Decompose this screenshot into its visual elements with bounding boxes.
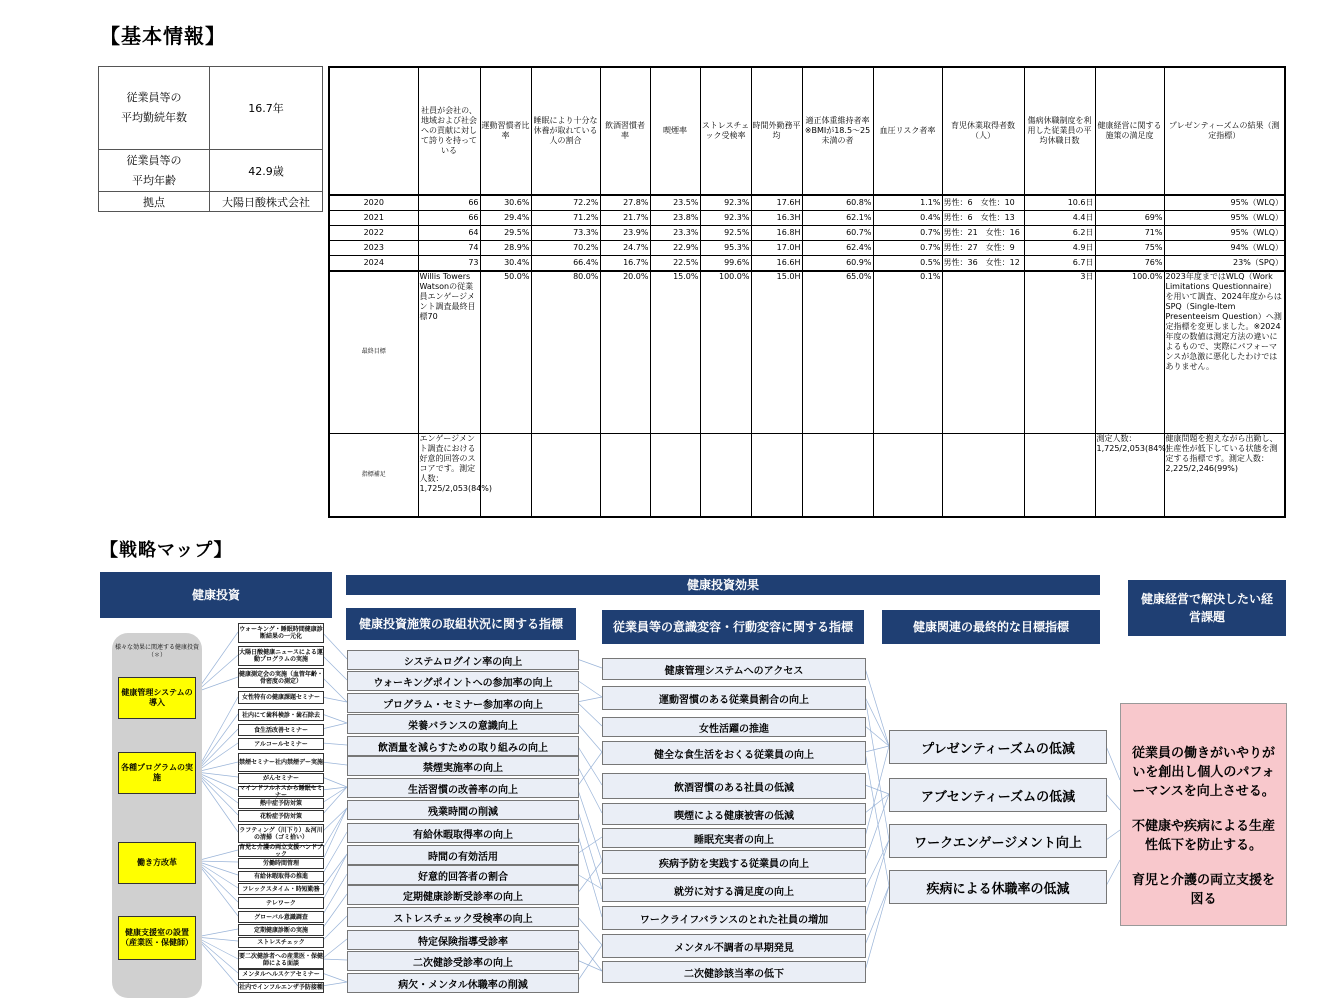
kpi-cell: 30.6% <box>480 195 531 211</box>
measure-box: ラフティング（川下り）＆河川の清掃（ゴミ拾い） <box>238 824 324 843</box>
kpi-header: 健康経営に関する施策の満足度 <box>1095 67 1164 195</box>
measure-box: 社内にて歯科検診・歯石除去 <box>238 709 324 721</box>
kpi-cell: 60.9% <box>802 256 873 272</box>
measure-box: 大陽日酸健康ニュースによる運動プログラムの実施 <box>238 646 324 666</box>
target-cell: 100.0% <box>1095 271 1164 433</box>
kpi-cell: 27.8% <box>600 195 650 211</box>
kpi-cell: 24.7% <box>600 241 650 256</box>
kpi-cell: 62.1% <box>802 211 873 226</box>
measure-box: 労働時間管理 <box>238 858 324 869</box>
target-engagement: Willis Towers Watsonの従業員エンゲージメント調査最終目標70 <box>418 271 480 433</box>
awareness-indicator: 喫煙による健康被害の低減 <box>602 803 866 825</box>
measure-box: 女性特有の健康課題セミナー <box>238 691 324 704</box>
target-cell: 15.0% <box>650 271 700 433</box>
awareness-indicator: 女性活躍の推進 <box>602 717 866 737</box>
final-indicator: アブセンティーズムの低減 <box>889 778 1107 812</box>
kpi-cell: 73 <box>418 256 480 272</box>
kpi-cell: 16.3H <box>751 211 802 226</box>
awareness-indicator: 二次健診該当率の低下 <box>602 961 866 983</box>
measure-box: 花粉症予防対策 <box>238 810 324 822</box>
kpi-cell: 10.6日 <box>1024 195 1095 211</box>
kpi-cell: 22.9% <box>650 241 700 256</box>
kpi-cell: 21.7% <box>600 211 650 226</box>
measure-box: フレックスタイム・時短勤務 <box>238 883 324 895</box>
year-cell: 2022 <box>329 226 418 241</box>
final-indicator: プレゼンティーズムの低減 <box>889 730 1107 764</box>
measure-box: アルコールセミナー <box>238 738 324 750</box>
kpi-cell: 70.2% <box>531 241 600 256</box>
yellow-health-office: 健康支援室の設置（産業医・保健師） <box>118 916 196 960</box>
kpi-cell: 6.7日 <box>1024 256 1095 272</box>
status-indicator: 生活習慣の改善率の向上 <box>347 778 579 798</box>
target-cell: 100.0% <box>700 271 751 433</box>
age-label: 従業員等の 平均年齢 <box>99 150 210 192</box>
issue-text-1: 従業員の働きがいやりがいを創出し個人のパフォーマンスを向上させる。 <box>1131 746 1275 799</box>
kpi-cell: 74 <box>418 241 480 256</box>
kpi-header: 運動習慣者比率 <box>480 67 531 195</box>
kpi-cell: 男性：6 女性：13 <box>942 211 1024 226</box>
awareness-indicator: 飲酒習慣のある社員の低減 <box>602 773 866 799</box>
final-indicator: 疾病による休職率の低減 <box>889 870 1107 904</box>
target-cell: 50.0% <box>480 271 531 433</box>
header-awareness-indicators: 従業員等の意識変容・行動変容に関する指標 <box>602 610 864 644</box>
kpi-cell: 75% <box>1095 241 1164 256</box>
status-indicator: 特定保険指導受診率 <box>347 930 579 950</box>
kpi-header: 育児休業取得者数（人） <box>942 67 1024 195</box>
kpi-header: 社員が会社の、地域および社会への貢献に対して誇りを持っている <box>418 67 480 195</box>
awareness-indicator: 睡眠充実者の向上 <box>602 828 866 848</box>
kpi-cell: 男性：27 女性：9 <box>942 241 1024 256</box>
kpi-cell: 23.3% <box>650 226 700 241</box>
kpi-cell: 16.6H <box>751 256 802 272</box>
target-label: 最終目標 <box>329 271 418 433</box>
note-presenteeism: 健康問題を抱えながら出勤し、生産性が低下している状態を測定する指標です。測定人数：2,225/2,246(99%) <box>1164 433 1285 517</box>
kpi-header: 睡眠により十分な休養が取れている人の割合 <box>531 67 600 195</box>
header-final-indicators: 健康関連の最終的な目標指標 <box>882 610 1100 644</box>
status-indicator: システムログイン率の向上 <box>347 650 579 670</box>
yellow-health-system: 健康管理システムの導入 <box>118 677 196 719</box>
measure-box: メンタルヘルスケアセミナー <box>238 969 324 980</box>
kpi-cell: 16.7% <box>600 256 650 272</box>
kpi-cell: 71% <box>1095 226 1164 241</box>
measure-box: 熱中症予防対策 <box>238 798 324 809</box>
measure-box: 禁煙セミナー社内禁煙デー実施 <box>238 753 324 772</box>
measure-box: ウォーキング・睡眠時間健康診断結果の一元化 <box>238 623 324 643</box>
kpi-header: 血圧リスク者率 <box>873 67 942 195</box>
kpi-cell: 男性：21 女性：16 <box>942 226 1024 241</box>
yellow-programs: 各種プログラムの実施 <box>118 752 196 794</box>
measure-box: 育児と介護の両立支援ハンドブック <box>239 844 323 858</box>
kpi-header: 時間外勤務平均 <box>751 67 802 195</box>
tenure-value: 16.7年 <box>210 67 323 150</box>
target-cell: 20.0% <box>600 271 650 433</box>
header-status-indicators: 健康投資施策の取組状況に関する指標 <box>346 608 576 640</box>
year-cell: 2023 <box>329 241 418 256</box>
kpi-cell: 0.4% <box>873 211 942 226</box>
basic-info-title: 【基本情報】 <box>100 24 226 48</box>
header-business-issue: 健康経営で解決したい経営課題 <box>1128 580 1286 636</box>
kpi-cell: 17.6H <box>751 195 802 211</box>
kpi-cell: 23.8% <box>650 211 700 226</box>
status-indicator: 栄養バランスの意識向上 <box>347 714 579 734</box>
target-cell: 0.1% <box>873 271 942 433</box>
kpi-cell: 30.4% <box>480 256 531 272</box>
site-label: 拠点 <box>99 192 210 212</box>
site-value: 大陽日酸株式会社 <box>210 192 323 212</box>
year-cell: 2021 <box>329 211 418 226</box>
awareness-indicator: メンタル不調者の早期発見 <box>602 934 866 958</box>
target-presenteeism: 2023年度まではWLQ（Work Limitations Questionnaire）を用いて調査、2024年度からはSPQ（Single-Item Presenteeism Question）へ測定指標を変更しました。※2024年度の数値は測定方法の違いによるもので、実際にパフォーマンスが急激に悪化したわけではありません。 <box>1164 271 1285 433</box>
kpi-cell: 23%（SPQ） <box>1164 256 1285 272</box>
kpi-cell: 94%（WLQ） <box>1164 241 1285 256</box>
header-health-investment: 健康投資 <box>100 572 332 618</box>
kpi-cell: 29.4% <box>480 211 531 226</box>
yellow-work-reform: 働き方改革 <box>118 842 196 884</box>
kpi-cell: 17.0H <box>751 241 802 256</box>
kpi-cell: 64 <box>418 226 480 241</box>
kpi-cell: 29.5% <box>480 226 531 241</box>
status-indicator: 残業時間の削減 <box>347 800 579 820</box>
kpi-cell: 男性：6 女性：10 <box>942 195 1024 211</box>
target-cell: 65.0% <box>802 271 873 433</box>
measure-box: グローバル意識調査 <box>238 911 324 923</box>
kpi-cell: 95%（WLQ） <box>1164 195 1285 211</box>
tenure-label: 従業員等の 平均勤続年数 <box>99 67 210 150</box>
kpi-cell: 92.5% <box>700 226 751 241</box>
kpi-header: プレゼンティーズムの結果（測定指標） <box>1164 67 1285 195</box>
kpi-cell: 4.9日 <box>1024 241 1095 256</box>
kpi-header: 傷病休職制度を利用した従業員の平均休職日数 <box>1024 67 1095 195</box>
awareness-indicator: 就労に対する満足度の向上 <box>602 878 866 902</box>
note-satisfaction: 測定人数：1,725/2,053(84%) <box>1095 433 1164 517</box>
kpi-header: 喫煙率 <box>650 67 700 195</box>
target-cell: 3日 <box>1024 271 1095 433</box>
measure-box: 健康測定会の実施（血管年齢・骨密度の測定） <box>238 668 324 688</box>
awareness-indicator: 健康管理システムへのアクセス <box>602 658 866 680</box>
kpi-cell: 66 <box>418 211 480 226</box>
kpi-header: 飲酒習慣者率 <box>600 67 650 195</box>
kpi-cell: 95.3% <box>700 241 751 256</box>
status-indicator: 禁煙実施率の向上 <box>347 756 579 776</box>
kpi-cell: 0.7% <box>873 241 942 256</box>
target-cell: 15.0H <box>751 271 802 433</box>
status-indicator: プログラム・セミナー参加率の向上 <box>347 693 579 713</box>
note-label: 指標補足 <box>329 433 418 517</box>
target-cell: 80.0% <box>531 271 600 433</box>
measure-box: マインドフルネスから睡眠セミナー <box>239 784 323 799</box>
kpi-cell: 6.2日 <box>1024 226 1095 241</box>
status-indicator: 二次健診受診率の向上 <box>347 951 579 971</box>
status-indicator: 有給休暇取得率の向上 <box>347 823 579 843</box>
issue-text-2: 不健康や疾病による生産性低下を防止する。 <box>1131 819 1275 853</box>
kpi-cell: 60.8% <box>802 195 873 211</box>
status-indicator: 飲酒量を減らすための取り組みの向上 <box>347 736 579 756</box>
kpi-cell: 92.3% <box>700 195 751 211</box>
measure-box: がんセミナー <box>238 773 324 784</box>
kpi-cell: 71.2% <box>531 211 600 226</box>
awareness-indicator: 健全な食生活をおくる従業員の向上 <box>602 741 866 765</box>
note-engagement: エンゲージメント調査における好意的回答のスコアです。測定人数：1,725/2,053(84%) <box>418 433 480 517</box>
kpi-cell: 72.2% <box>531 195 600 211</box>
status-indicator: 病欠・メンタル休職率の削減 <box>347 973 579 993</box>
kpi-cell: 62.4% <box>802 241 873 256</box>
kpi-cell: 95%（WLQ） <box>1164 211 1285 226</box>
status-indicator: 定期健康診断受診率の向上 <box>347 885 579 905</box>
measure-box: 社内でインフルエンザ予防接種 <box>239 984 323 991</box>
status-indicator: 好意的回答者の割合 <box>347 865 579 885</box>
measure-box: テレワーク <box>238 897 324 909</box>
kpi-cell: 男性：36 女性：12 <box>942 256 1024 272</box>
kpi-cell: 28.9% <box>480 241 531 256</box>
gray-group-label: 様々な効果に関連する健康投資（＊） <box>114 644 199 659</box>
kpi-cell: 73.3% <box>531 226 600 241</box>
kpi-cell: 99.6% <box>700 256 751 272</box>
kpi-cell: 60.7% <box>802 226 873 241</box>
status-indicator: ウォーキングポイントへの参加率の向上 <box>347 671 579 691</box>
kpi-cell: 69% <box>1095 211 1164 226</box>
kpi-cell: 4.4日 <box>1024 211 1095 226</box>
measure-box: ストレスチェック <box>238 937 324 948</box>
awareness-indicator: 運動習慣のある従業員割合の向上 <box>602 686 866 710</box>
kpi-cell: 0.5% <box>873 256 942 272</box>
year-cell: 2024 <box>329 256 418 272</box>
awareness-indicator: 疾病予防を実践する従業員の向上 <box>602 850 866 874</box>
kpi-header: 適正体重維持者率※BMIが18.5～25未満の者 <box>802 67 873 195</box>
measure-box: 有給休暇取得の推進 <box>238 871 324 882</box>
measure-box: 食生活改善セミナー <box>238 724 324 736</box>
kpi-cell: 92.3% <box>700 211 751 226</box>
issue-text-3: 育児と介護の両立支援を図る <box>1131 873 1275 907</box>
measure-box: 要二次健診者への産業医・保健師による面談 <box>238 950 324 969</box>
kpi-cell: 23.9% <box>600 226 650 241</box>
kpi-cell: 66.4% <box>531 256 600 272</box>
year-cell: 2020 <box>329 195 418 211</box>
kpi-header: ストレスチェック受検率 <box>700 67 751 195</box>
header-investment-effect: 健康投資効果 <box>346 575 1100 595</box>
kpi-cell: 1.1% <box>873 195 942 211</box>
business-issue-box <box>1120 703 1287 926</box>
kpi-cell: 0.7% <box>873 226 942 241</box>
status-indicator: 時間の有効活用 <box>347 845 579 865</box>
strategy-map-title: 【戦略マップ】 <box>100 540 233 561</box>
kpi-cell: 23.5% <box>650 195 700 211</box>
kpi-cell: 66 <box>418 195 480 211</box>
final-indicator: ワークエンゲージメント向上 <box>889 824 1107 858</box>
kpi-cell: 76% <box>1095 256 1164 272</box>
awareness-indicator: ワークライフバランスのとれた社員の増加 <box>602 906 866 930</box>
measure-box: 定期健康診断の実施 <box>238 924 324 936</box>
kpi-cell: 95%（WLQ） <box>1164 226 1285 241</box>
kpi-cell: 16.8H <box>751 226 802 241</box>
kpi-cell: 22.5% <box>650 256 700 272</box>
age-value: 42.9歳 <box>210 150 323 192</box>
status-indicator: ストレスチェック受検率の向上 <box>347 907 579 927</box>
